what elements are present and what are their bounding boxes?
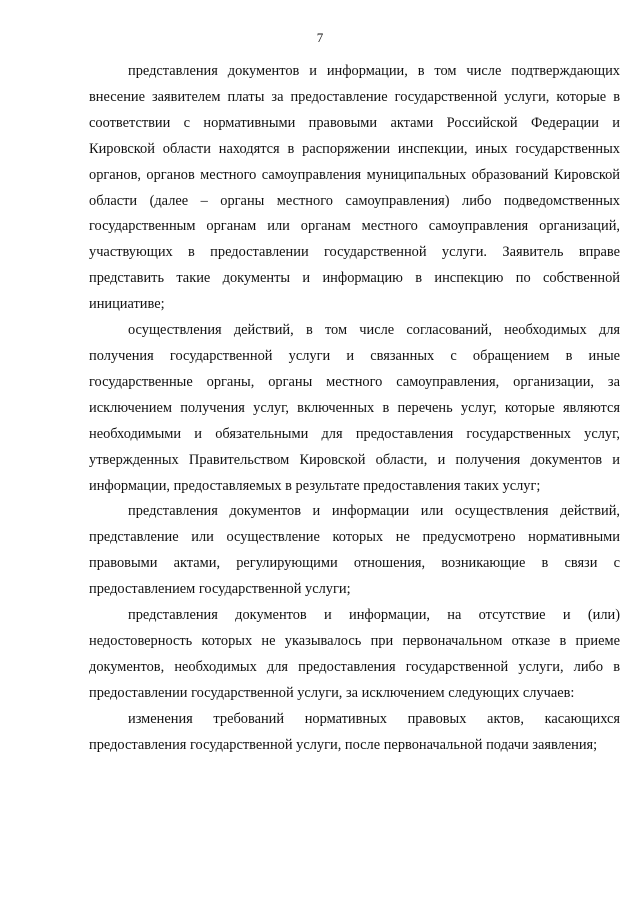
paragraph-documents-information: представления документов и информации, в том числе подтверждающих внесение заявителем платы за предоставление государственной услуги, которые в соответствии с нормативными правовыми актами Российской Федерации и Кировской области находятся в распоряжении инспекции, иных государственных органов, органов местного самоуправления муниципальных образований Кировской области (далее – органы местного самоуправления) либо подведомственных государственным органам или органам местного самоуправления организаций, участвующих в предоставлении государственной услуги. Заявитель вправе представить такие документы и информацию в инспекцию по собственной инициативе; bbox=[89, 63, 620, 313]
page-number: 7 bbox=[316, 30, 324, 45]
paragraph-not-provided-by-law: представления документов и информации или осуществления действий, представление или осуществление которых не предусмотрено нормативными правовыми актами, регулирующими отношения, возникающие в связи с предоставлением государственной услуги; bbox=[89, 503, 620, 598]
paragraph-requirement-changes: изменения требований нормативных правовых актов, касающихся предоставления государственной услуги, после первоначальной подачи заявления; bbox=[89, 710, 620, 753]
paragraph-initial-refusal: представления документов и информации, на отсутствие и (или) недостоверность которых не указывалось при первоначальном отказе в приеме документов, необходимых для предоставления государственной услуги, либо в предоставлении государственной услуги, за исключением следующих случаев: bbox=[89, 607, 620, 701]
body-text bbox=[89, 59, 620, 758]
paragraph-actions-approvals: осуществления действий, в том числе согласований, необходимых для получения государственной услуги и связанных с обращением в иные государственные органы, органы местного самоуправления, организации, за исключением получения услуг, включенных в перечень услуг, которые являются необходимыми и обязательными для предоставления государственных услуг, утвержденных Правительством Кировской области, и получения документов и информации, предоставляемых в результате предоставления таких услуг; bbox=[89, 322, 620, 494]
